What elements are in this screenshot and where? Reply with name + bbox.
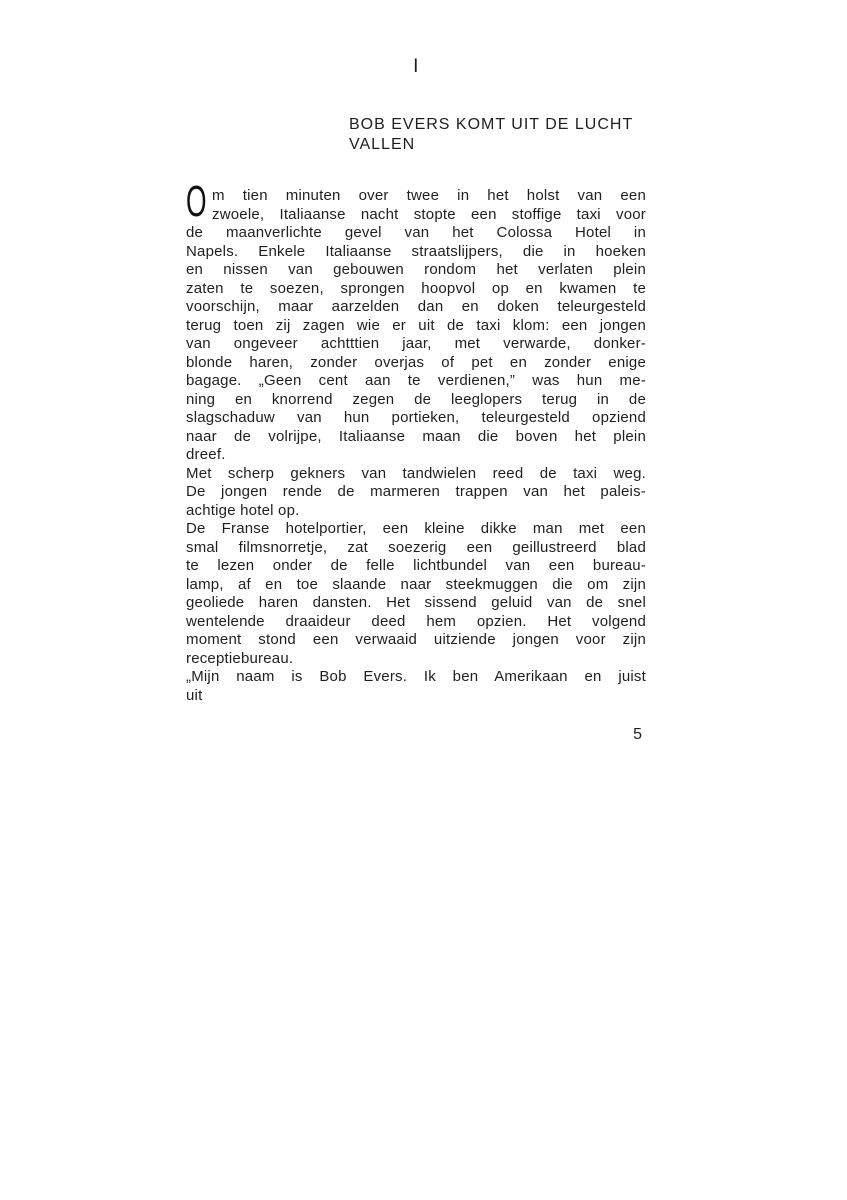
text-line: zaten te soezen, sprongen hoopvol op en kwamen te bbox=[186, 279, 646, 297]
chapter-title-line: BOB EVERS KOMT UIT DE LUCHT bbox=[349, 116, 634, 133]
text-line: de maanverlichte gevel van het Colossa Hotel in bbox=[186, 224, 646, 241]
text-line: geoliede haren dansten. Het sissend geluid van de snel bbox=[186, 594, 646, 611]
text-line: wentelende draaideur deed hem opzien. Het volgend bbox=[186, 612, 646, 630]
text-line: uit bbox=[186, 686, 203, 704]
chapter-number: I bbox=[413, 56, 419, 77]
text-line: voorschijn, maar aarzelden dan en doken teleurgesteld bbox=[186, 298, 646, 315]
body-lines bbox=[186, 187, 646, 705]
text-line: m tien minuten over twee in het holst van een bbox=[212, 187, 646, 204]
text-line: Napels. Enkele Italiaanse straatslijpers, die in hoeken bbox=[186, 242, 646, 260]
text-line: Met scherp gekners van tandwielen reed de taxi weg. bbox=[186, 464, 646, 482]
text-line: moment stond een verwaaid uitziende jongen voor zijn bbox=[186, 631, 646, 648]
text-line: smal filmsnorretje, zat soezerig een geillustreerd blad bbox=[186, 538, 646, 556]
text-line: blonde haren, zonder overjas of pet en zonder enige bbox=[186, 353, 646, 371]
text-line: „Mijn naam is Bob Evers. Ik ben Amerikaan en juist bbox=[186, 668, 646, 685]
text-line: ning en knorrend zegen de leeglopers terug in de bbox=[186, 390, 646, 408]
text-line: receptiebureau. bbox=[186, 649, 294, 667]
text-line: te lezen onder de felle lichtbundel van een bureau- bbox=[186, 557, 646, 574]
text-line: dreef. bbox=[186, 446, 226, 463]
text-line: naar de volrijpe, Italiaanse maan die boven het plein bbox=[186, 427, 646, 445]
text-line: De Franse hotelportier, een kleine dikke man met een bbox=[186, 520, 646, 537]
text-line: van ongeveer achtttien jaar, met verwarde, donker- bbox=[186, 335, 646, 352]
text-line: De jongen rende de marmeren trappen van het paleis- bbox=[186, 483, 646, 500]
page-number: 5 bbox=[633, 726, 642, 743]
text-line: terug toen zij zagen wie er uit de taxi klom: een jongen bbox=[186, 316, 646, 334]
body-text bbox=[186, 177, 646, 705]
text-line: zwoele, Italiaanse nacht stopte een stoffige taxi voor bbox=[212, 205, 646, 223]
chapter-title-line: VALLEN bbox=[349, 136, 416, 153]
chapter-title bbox=[349, 115, 659, 155]
text-line: bagage. „Geen cent aan te verdienen,” was hun me- bbox=[186, 372, 646, 389]
text-line: lamp, af en toe slaande naar steekmuggen die om zijn bbox=[186, 575, 646, 593]
text-line: en nissen van gebouwen rondom het verlaten plein bbox=[186, 261, 646, 278]
drop-cap: O bbox=[186, 177, 207, 226]
text-line: slagschaduw van hun portieken, teleurgesteld opziend bbox=[186, 409, 646, 426]
text-line: achtige hotel op. bbox=[186, 501, 300, 519]
